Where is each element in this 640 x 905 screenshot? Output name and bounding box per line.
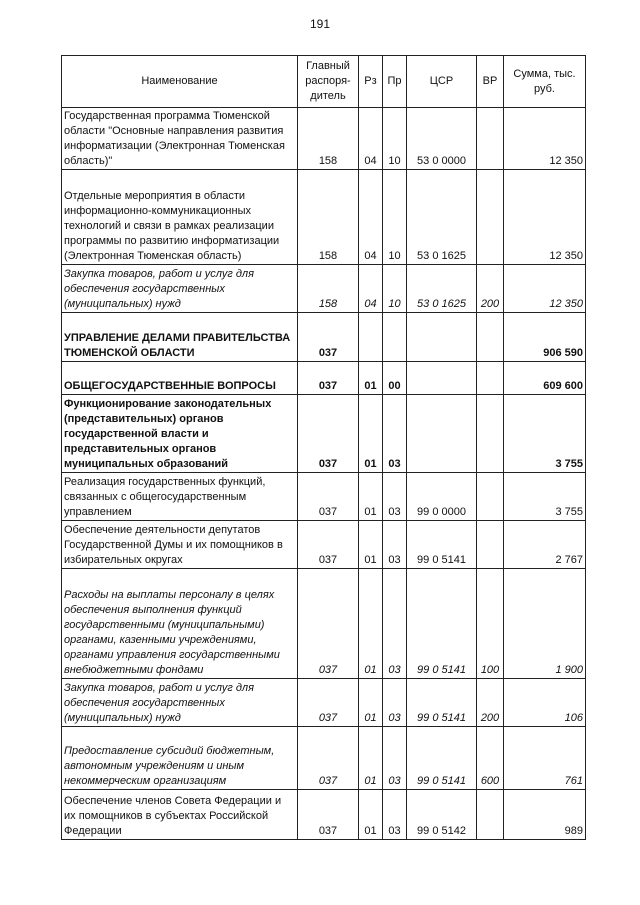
row-vr: 100 [477, 569, 504, 679]
row-pr: 10 [383, 170, 407, 265]
row-name: Обеспечение деятельности депутатов Государственной Думы и их помощников в избирательных округах [62, 521, 298, 569]
row-pr: 00 [383, 362, 407, 395]
row-chief: 158 [298, 265, 359, 313]
row-csr: 99 0 5141 [407, 569, 477, 679]
row-vr [477, 473, 504, 521]
header-sum: Сумма, тыс. руб. [504, 56, 586, 108]
row-sum: 12 350 [504, 170, 586, 265]
page-number: 191 [309, 17, 331, 31]
row-chief: 037 [298, 521, 359, 569]
row-sum: 3 755 [504, 395, 586, 473]
table-row [62, 569, 586, 679]
row-sum: 12 350 [504, 265, 586, 313]
table-row [62, 521, 586, 569]
table-row [62, 313, 586, 362]
header-vr: ВР [477, 56, 504, 108]
header-csr: ЦСР [407, 56, 477, 108]
row-pr: 03 [383, 395, 407, 473]
row-csr [407, 362, 477, 395]
row-name: Предоставление субсидий бюджетным, автономным учреждениям и иным некоммерческим организациям [62, 727, 298, 790]
row-csr: 99 0 5141 [407, 727, 477, 790]
row-chief: 037 [298, 395, 359, 473]
row-rz: 04 [359, 170, 383, 265]
row-csr: 99 0 5141 [407, 521, 477, 569]
row-rz: 01 [359, 395, 383, 473]
row-name: ОБЩЕГОСУДАРСТВЕННЫЕ ВОПРОСЫ [62, 362, 298, 395]
row-chief: 158 [298, 108, 359, 170]
table-row [62, 108, 586, 170]
row-pr: 03 [383, 473, 407, 521]
header-chief: Главный распоря-дитель [298, 56, 359, 108]
table-row [62, 170, 586, 265]
row-name: УПРАВЛЕНИЕ ДЕЛАМИ ПРАВИТЕЛЬСТВА ТЮМЕНСКОЙ ОБЛАСТИ [62, 313, 298, 362]
table-row [62, 679, 586, 727]
row-name: Отдельные мероприятия в области информационно-коммуникационных технологий и связи в рамках реализации программы по развитию информатизации (Электронная Тюменская область) [62, 170, 298, 265]
row-chief: 158 [298, 170, 359, 265]
row-sum: 609 600 [504, 362, 586, 395]
row-rz: 01 [359, 790, 383, 840]
row-sum: 1 900 [504, 569, 586, 679]
row-rz: 01 [359, 362, 383, 395]
table-row [62, 473, 586, 521]
row-pr: 03 [383, 569, 407, 679]
row-rz [359, 313, 383, 362]
row-chief: 037 [298, 473, 359, 521]
budget-table [61, 55, 586, 840]
row-vr: 600 [477, 727, 504, 790]
table-row [62, 790, 586, 840]
header-name: Наименование [62, 56, 298, 108]
row-name: Государственная программа Тюменской области "Основные направления развития информатизации (Электронная Тюменская область)" [62, 108, 298, 170]
row-csr: 99 0 5142 [407, 790, 477, 840]
row-chief: 037 [298, 727, 359, 790]
row-name: Закупка товаров, работ и услуг для обеспечения государственных (муниципальных) нужд [62, 265, 298, 313]
row-name: Расходы на выплаты персоналу в целях обеспечения выполнения функций государственными (муниципальными) органами, казенными учреждениями, органами управления государственными внебюджетными фондами [62, 569, 298, 679]
row-csr: 99 0 0000 [407, 473, 477, 521]
row-sum: 12 350 [504, 108, 586, 170]
row-rz: 01 [359, 569, 383, 679]
row-name: Функционирование законодательных (представительных) органов государственной власти и представительных органов муниципальных образований [62, 395, 298, 473]
row-chief: 037 [298, 569, 359, 679]
row-vr [477, 790, 504, 840]
row-vr: 200 [477, 679, 504, 727]
row-csr: 99 0 5141 [407, 679, 477, 727]
row-vr: 200 [477, 265, 504, 313]
row-vr [477, 362, 504, 395]
header-rz: Рз [359, 56, 383, 108]
table-row [62, 395, 586, 473]
row-csr: 53 0 1625 [407, 170, 477, 265]
row-rz: 01 [359, 727, 383, 790]
row-rz: 01 [359, 521, 383, 569]
row-chief: 037 [298, 679, 359, 727]
row-pr [383, 313, 407, 362]
row-vr [477, 313, 504, 362]
row-sum: 3 755 [504, 473, 586, 521]
row-vr [477, 170, 504, 265]
row-name: Реализация государственных функций, связанных с общегосударственным управлением [62, 473, 298, 521]
row-chief: 037 [298, 790, 359, 840]
row-pr: 10 [383, 265, 407, 313]
row-sum: 906 590 [504, 313, 586, 362]
row-rz: 01 [359, 679, 383, 727]
row-rz: 04 [359, 265, 383, 313]
row-pr: 03 [383, 521, 407, 569]
row-pr: 03 [383, 727, 407, 790]
row-sum: 761 [504, 727, 586, 790]
row-vr [477, 108, 504, 170]
row-chief: 037 [298, 362, 359, 395]
row-pr: 03 [383, 679, 407, 727]
table-row [62, 727, 586, 790]
row-pr: 03 [383, 790, 407, 840]
row-vr [477, 521, 504, 569]
row-csr [407, 313, 477, 362]
row-csr: 53 0 1625 [407, 265, 477, 313]
table-row [62, 265, 586, 313]
row-name: Обеспечение членов Совета Федерации и их помощников в субъектах Российской Федерации [62, 790, 298, 840]
row-vr [477, 395, 504, 473]
row-csr: 53 0 0000 [407, 108, 477, 170]
row-rz: 04 [359, 108, 383, 170]
header-pr: Пр [383, 56, 407, 108]
row-name: Закупка товаров, работ и услуг для обеспечения государственных (муниципальных) нужд [62, 679, 298, 727]
row-csr [407, 395, 477, 473]
row-pr: 10 [383, 108, 407, 170]
row-chief: 037 [298, 313, 359, 362]
row-sum: 106 [504, 679, 586, 727]
row-sum: 2 767 [504, 521, 586, 569]
row-sum: 989 [504, 790, 586, 840]
table-row [62, 362, 586, 395]
header-row [62, 56, 586, 108]
row-rz: 01 [359, 473, 383, 521]
